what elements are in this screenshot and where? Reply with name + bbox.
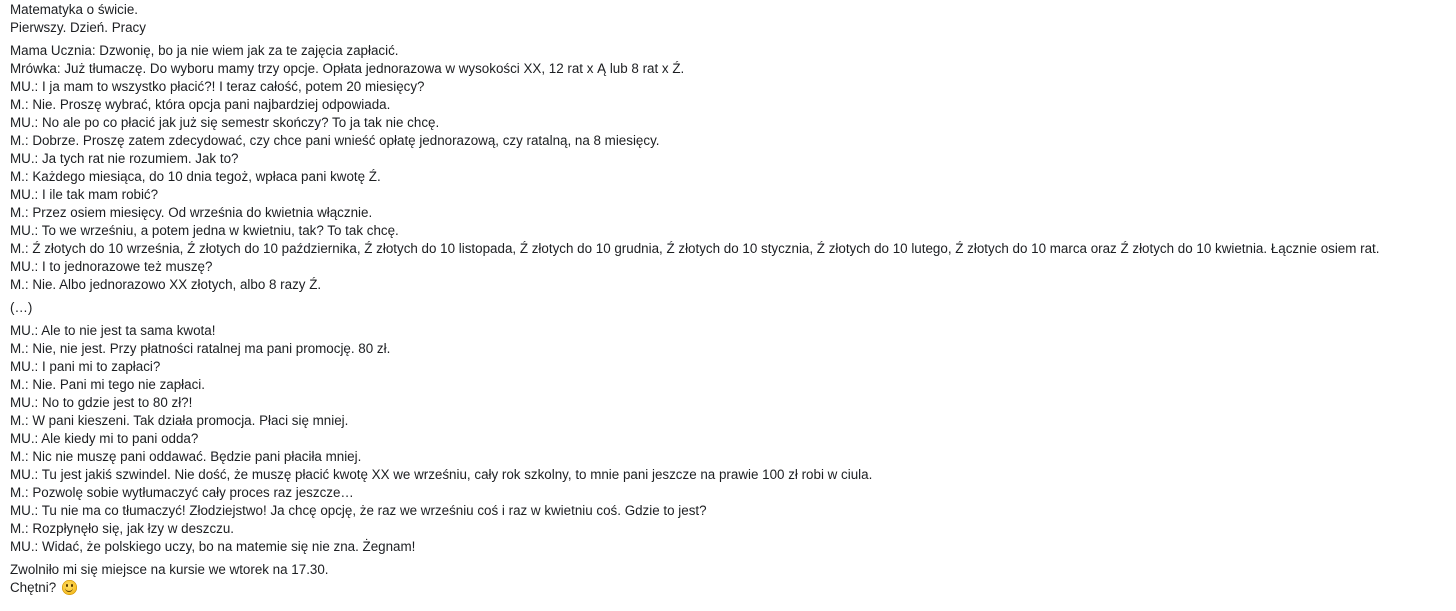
- post-intro: [10, 1, 1450, 37]
- dialogue-line: M.: Każdego miesiąca, do 10 dnia tegoż, wpłaca pani kwotę Ź.: [10, 169, 381, 184]
- dialogue-line: Mama Ucznia: Dzwonię, bo ja nie wiem jak za te zajęcia zapłacić.: [10, 43, 399, 58]
- dialogue-line: MU.: I ja mam to wszystko płacić?! I teraz całość, potem 20 miesięcy?: [10, 79, 425, 94]
- dialogue-line: M.: Nie. Proszę wybrać, która opcja pani najbardziej odpowiada.: [10, 97, 391, 112]
- dialogue-line: MU.: Widać, że polskiego uczy, bo na matemie się nie zna. Żegnam!: [10, 539, 416, 554]
- dialogue-line: M.: Dobrze. Proszę zatem zdecydować, czy chce pani wnieść opłatę jednorazową, czy ratalną, na 8 miesięcy.: [10, 133, 660, 148]
- slightly-smiling-face-icon: [62, 580, 77, 595]
- dialogue-line: M.: Rozpłynęło się, jak łzy w deszczu.: [10, 521, 234, 536]
- dialogue-line: MU.: Ale kiedy mi to pani odda?: [10, 431, 199, 446]
- dialogue-line: MU.: Tu jest jakiś szwindel. Nie dość, że muszę płacić kwotę XX we wrześniu, cały rok szkolny, to mnie pani jeszcze na prawie 100 zł robi w ciula.: [10, 467, 873, 482]
- dialogue-line: MU.: No ale po co płacić jak już się semestr skończy? To ja tak nie chcę.: [10, 115, 440, 130]
- dialogue-line: M.: Nie, nie jest. Przy płatności ratalnej ma pani promocję. 80 zł.: [10, 341, 391, 356]
- outro-question-text: Chętni?: [10, 580, 57, 595]
- dialogue-line: MU.: I ile tak mam robić?: [10, 187, 159, 202]
- post-title-line: Matematyka o świcie.: [10, 2, 138, 17]
- dialogue-line: MU.: I to jednorazowe też muszę?: [10, 259, 213, 274]
- dialogue-line: M.: Pozwolę sobie wytłumaczyć cały proces raz jeszcze…: [10, 485, 354, 500]
- dialogue-line: MU.: Ale to nie jest ta sama kwota!: [10, 323, 216, 338]
- dialogue-line: M.: Ź złotych do 10 września, Ź złotych do 10 października, Ź złotych do 10 listopada, Ź złotych do 10 grudnia, Ź złotych do 10 stycznia, Ź złotych do 10 lutego, Ź złotych do 10 marca oraz Ź złotych do 10 kwietnia. Łącznie osiem rat.: [10, 241, 1380, 256]
- post-subtitle-line: Pierwszy. Dzień. Pracy: [10, 20, 146, 35]
- dialogue-line: Mrówka: Już tłumaczę. Do wyboru mamy trzy opcje. Opłata jednorazowa w wysokości XX, 12 rat x Ą lub 8 rat x Ź.: [10, 61, 685, 76]
- dialogue-line: MU.: Tu nie ma co tłumaczyć! Złodziejstwo! Ja chcę opcję, że raz we wrześniu coś i raz w kwietniu coś. Gdzie to jest?: [10, 503, 707, 518]
- post-outro: [10, 561, 1450, 597]
- dialogue-line: MU.: No to gdzie jest to 80 zł?!: [10, 395, 193, 410]
- dialogue-line: M.: Nic nie muszę pani oddawać. Będzie pani płaciła mniej.: [10, 449, 362, 464]
- post-body: [10, 1, 1450, 602]
- dialogue-line: M.: Nie. Albo jednorazowo XX złotych, albo 8 razy Ź.: [10, 277, 322, 292]
- dialogue-line: M.: Nie. Pani mi tego nie zapłaci.: [10, 377, 205, 392]
- ellipsis-paragraph: [10, 299, 1450, 317]
- dialogue-part-1: [10, 42, 1450, 294]
- outro-question-line: [10, 579, 1450, 597]
- dialogue-line: MU.: To we wrześniu, a potem jedna w kwietniu, tak? To tak chcę.: [10, 223, 399, 238]
- dialogue-part-2: [10, 322, 1450, 556]
- outro-line: Zwolniło mi się miejsce na kursie we wtorek na 17.30.: [10, 562, 329, 577]
- dialogue-line: MU.: Ja tych rat nie rozumiem. Jak to?: [10, 151, 239, 166]
- dialogue-line: MU.: I pani mi to zapłaci?: [10, 359, 161, 374]
- dialogue-line: M.: Przez osiem miesięcy. Od września do kwietnia włącznie.: [10, 205, 373, 220]
- dialogue-line: M.: W pani kieszeni. Tak działa promocja. Płaci się mniej.: [10, 413, 349, 428]
- ellipsis-text: (…): [10, 300, 33, 315]
